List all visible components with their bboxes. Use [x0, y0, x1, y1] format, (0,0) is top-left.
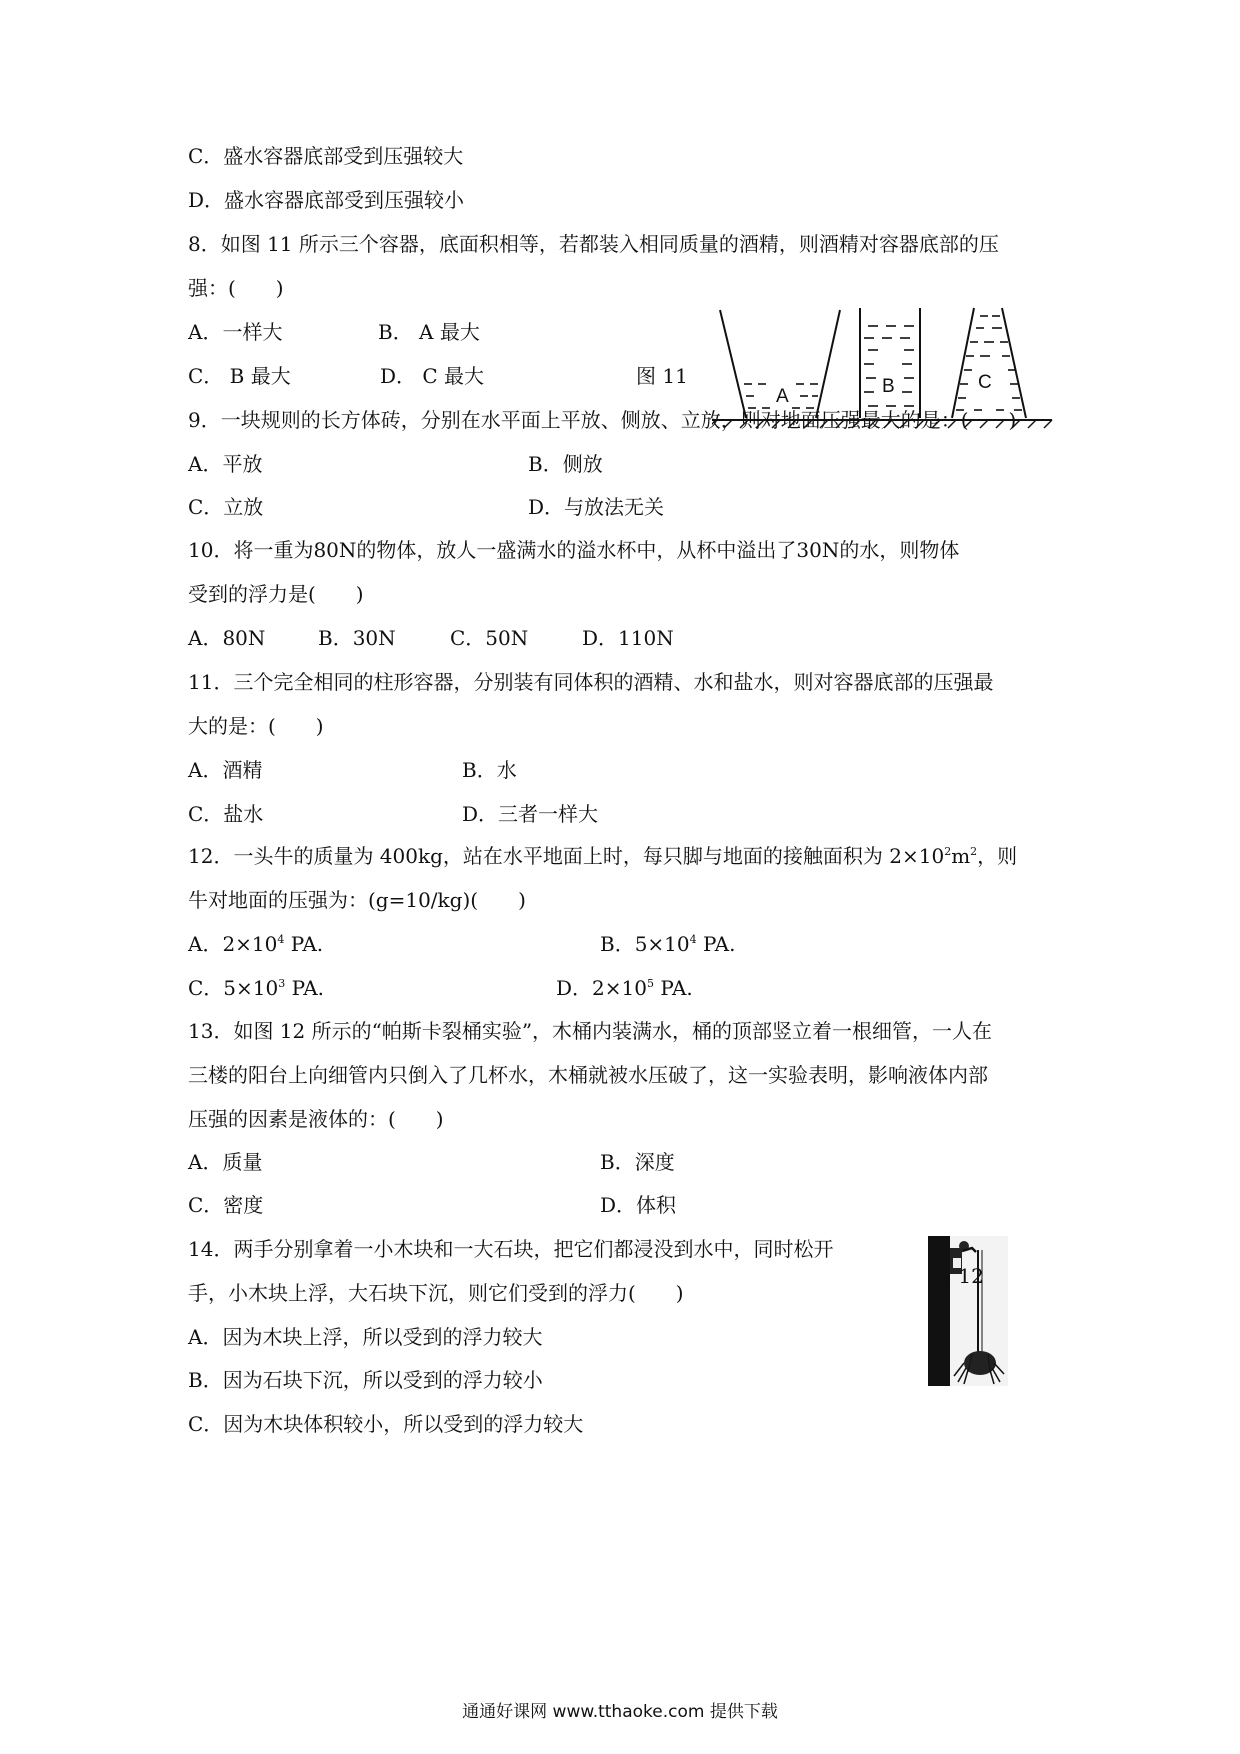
q7-option-d: D．盛水容器底部受到压强较小 — [188, 188, 465, 212]
q12-option-b-unit: PA. — [696, 932, 736, 956]
q8-stem-line2: 强：( ) — [188, 276, 284, 300]
q7-option-c: C．盛水容器底部受到压强较大 — [188, 144, 464, 168]
container-b-label: B — [882, 376, 895, 397]
page-footer: 通通好课网 www.tthaoke.com 提供下载 — [462, 1702, 778, 1722]
q12-option-b-exponent: 4 — [689, 933, 697, 946]
q12-option-c-unit: PA. — [285, 976, 325, 1000]
q10-option-a: A．80N — [188, 626, 266, 650]
q12-option-d-unit: PA. — [653, 976, 693, 1000]
q8-option-d: D． C 最大 — [380, 364, 485, 388]
figure-12-caption: 图 12 — [932, 1264, 984, 1288]
q11-stem-line1: 11．三个完全相同的柱形容器，分别装有同体积的酒精、水和盐水，则对容器底部的压强最 — [188, 670, 994, 694]
q12-option-c-exponent: 3 — [278, 977, 286, 990]
q12-option-d-text: D．2×10 — [556, 976, 647, 1000]
q9-option-a: A．平放 — [188, 452, 263, 476]
q12-stem-line2: 牛对地面的压强为：(g=10/kg)( ) — [188, 888, 526, 912]
q12-option-a-exponent: 4 — [277, 933, 285, 946]
q10-option-c: C．50N — [450, 626, 529, 650]
q11-option-a: A．酒精 — [188, 758, 263, 782]
q14-option-b: B．因为石块下沉，所以受到的浮力较小 — [188, 1368, 543, 1392]
container-b — [860, 308, 920, 418]
q12-option-b-text: B．5×10 — [600, 932, 690, 956]
q13-option-c: C．密度 — [188, 1193, 264, 1217]
q12-exponent: 2 — [944, 845, 952, 858]
q11-option-c: C．盐水 — [188, 802, 264, 826]
q12-option-a-text: A．2×10 — [188, 932, 278, 956]
q11-option-d: D．三者一样大 — [462, 802, 599, 826]
q14-option-c: C．因为木块体积较小，所以受到的浮力较大 — [188, 1412, 584, 1436]
q14-stem-line2: 手，小木块上浮，大石块下沉，则它们受到的浮力( ) — [188, 1281, 684, 1305]
q13-option-a: A．质量 — [188, 1150, 263, 1174]
figure-11-caption: 图 11 — [636, 364, 688, 388]
q14-stem-line1: 14．两手分别拿着一小木块和一大石块，把它们都浸没到水中，同时松开 — [188, 1237, 834, 1261]
q12-stem-text: 12．一头牛的质量为 400kg，站在水平地面上时，每只脚与地面的接触面积为 2×10 — [188, 844, 945, 868]
q12-option-d — [556, 974, 693, 1002]
q13-stem-line3: 压强的因素是液体的：( ) — [188, 1107, 444, 1131]
q13-stem-line1: 13．如图 12 所示的“帕斯卡裂桶实验”，木桶内装满水，桶的顶部竖立着一根细管，一人在 — [188, 1019, 993, 1043]
q10-option-b: B．30N — [318, 626, 396, 650]
q11-stem-line2: 大的是：( ) — [188, 714, 324, 738]
q12-stem-tail: ，则 — [977, 844, 1018, 868]
q12-unit: m — [951, 844, 971, 868]
figure-12-pascal-barrel — [928, 1236, 1008, 1386]
q8-option-b: B． A 最大 — [378, 320, 480, 344]
q13-option-d: D．体积 — [600, 1193, 677, 1217]
q8-option-c: C． B 最大 — [188, 364, 291, 388]
container-c-liquid — [956, 316, 1022, 410]
q12-option-c — [188, 974, 324, 1002]
container-c — [952, 308, 1026, 418]
q10-stem-line1: 10．将一重为80N的物体，放人一盛满水的溢水杯中，从杯中溢出了30N的水，则物体 — [188, 538, 960, 562]
container-a-label: A — [776, 386, 789, 407]
q12-stem-line1 — [188, 842, 1017, 870]
q8-stem-line1: 8．如图 11 所示三个容器，底面积相等，若都装入相同质量的酒精，则酒精对容器底部的压 — [188, 232, 999, 256]
q9-option-d: D．与放法无关 — [528, 495, 665, 519]
q12-option-c-text: C．5×10 — [188, 976, 279, 1000]
q12-option-b — [600, 930, 735, 958]
q13-stem-line2: 三楼的阳台上向细管内只倒入了几杯水，木桶就被水压破了，这一实验表明，影响液体内部 — [188, 1063, 988, 1087]
q12-option-d-exponent: 5 — [646, 977, 654, 990]
container-c-label: C — [978, 372, 992, 393]
q12-option-a — [188, 930, 323, 958]
q10-option-d: D．110N — [582, 626, 674, 650]
q12-option-a-unit: PA. — [284, 932, 324, 956]
q9-option-b: B．侧放 — [528, 452, 603, 476]
q12-unit-exponent: 2 — [970, 845, 978, 858]
q11-option-b: B．水 — [462, 758, 517, 782]
q10-stem-line2: 受到的浮力是( ) — [188, 582, 364, 606]
q9-stem-line1: 9．一块规则的长方体砖，分别在水平面上平放、侧放、立放，则对地面压强最大的是：( ) — [188, 408, 1017, 432]
q13-option-b: B．深度 — [600, 1150, 675, 1174]
q8-option-a: A．一样大 — [188, 320, 283, 344]
q9-option-c: C．立放 — [188, 495, 264, 519]
q14-option-a: A．因为木块上浮，所以受到的浮力较大 — [188, 1325, 543, 1349]
